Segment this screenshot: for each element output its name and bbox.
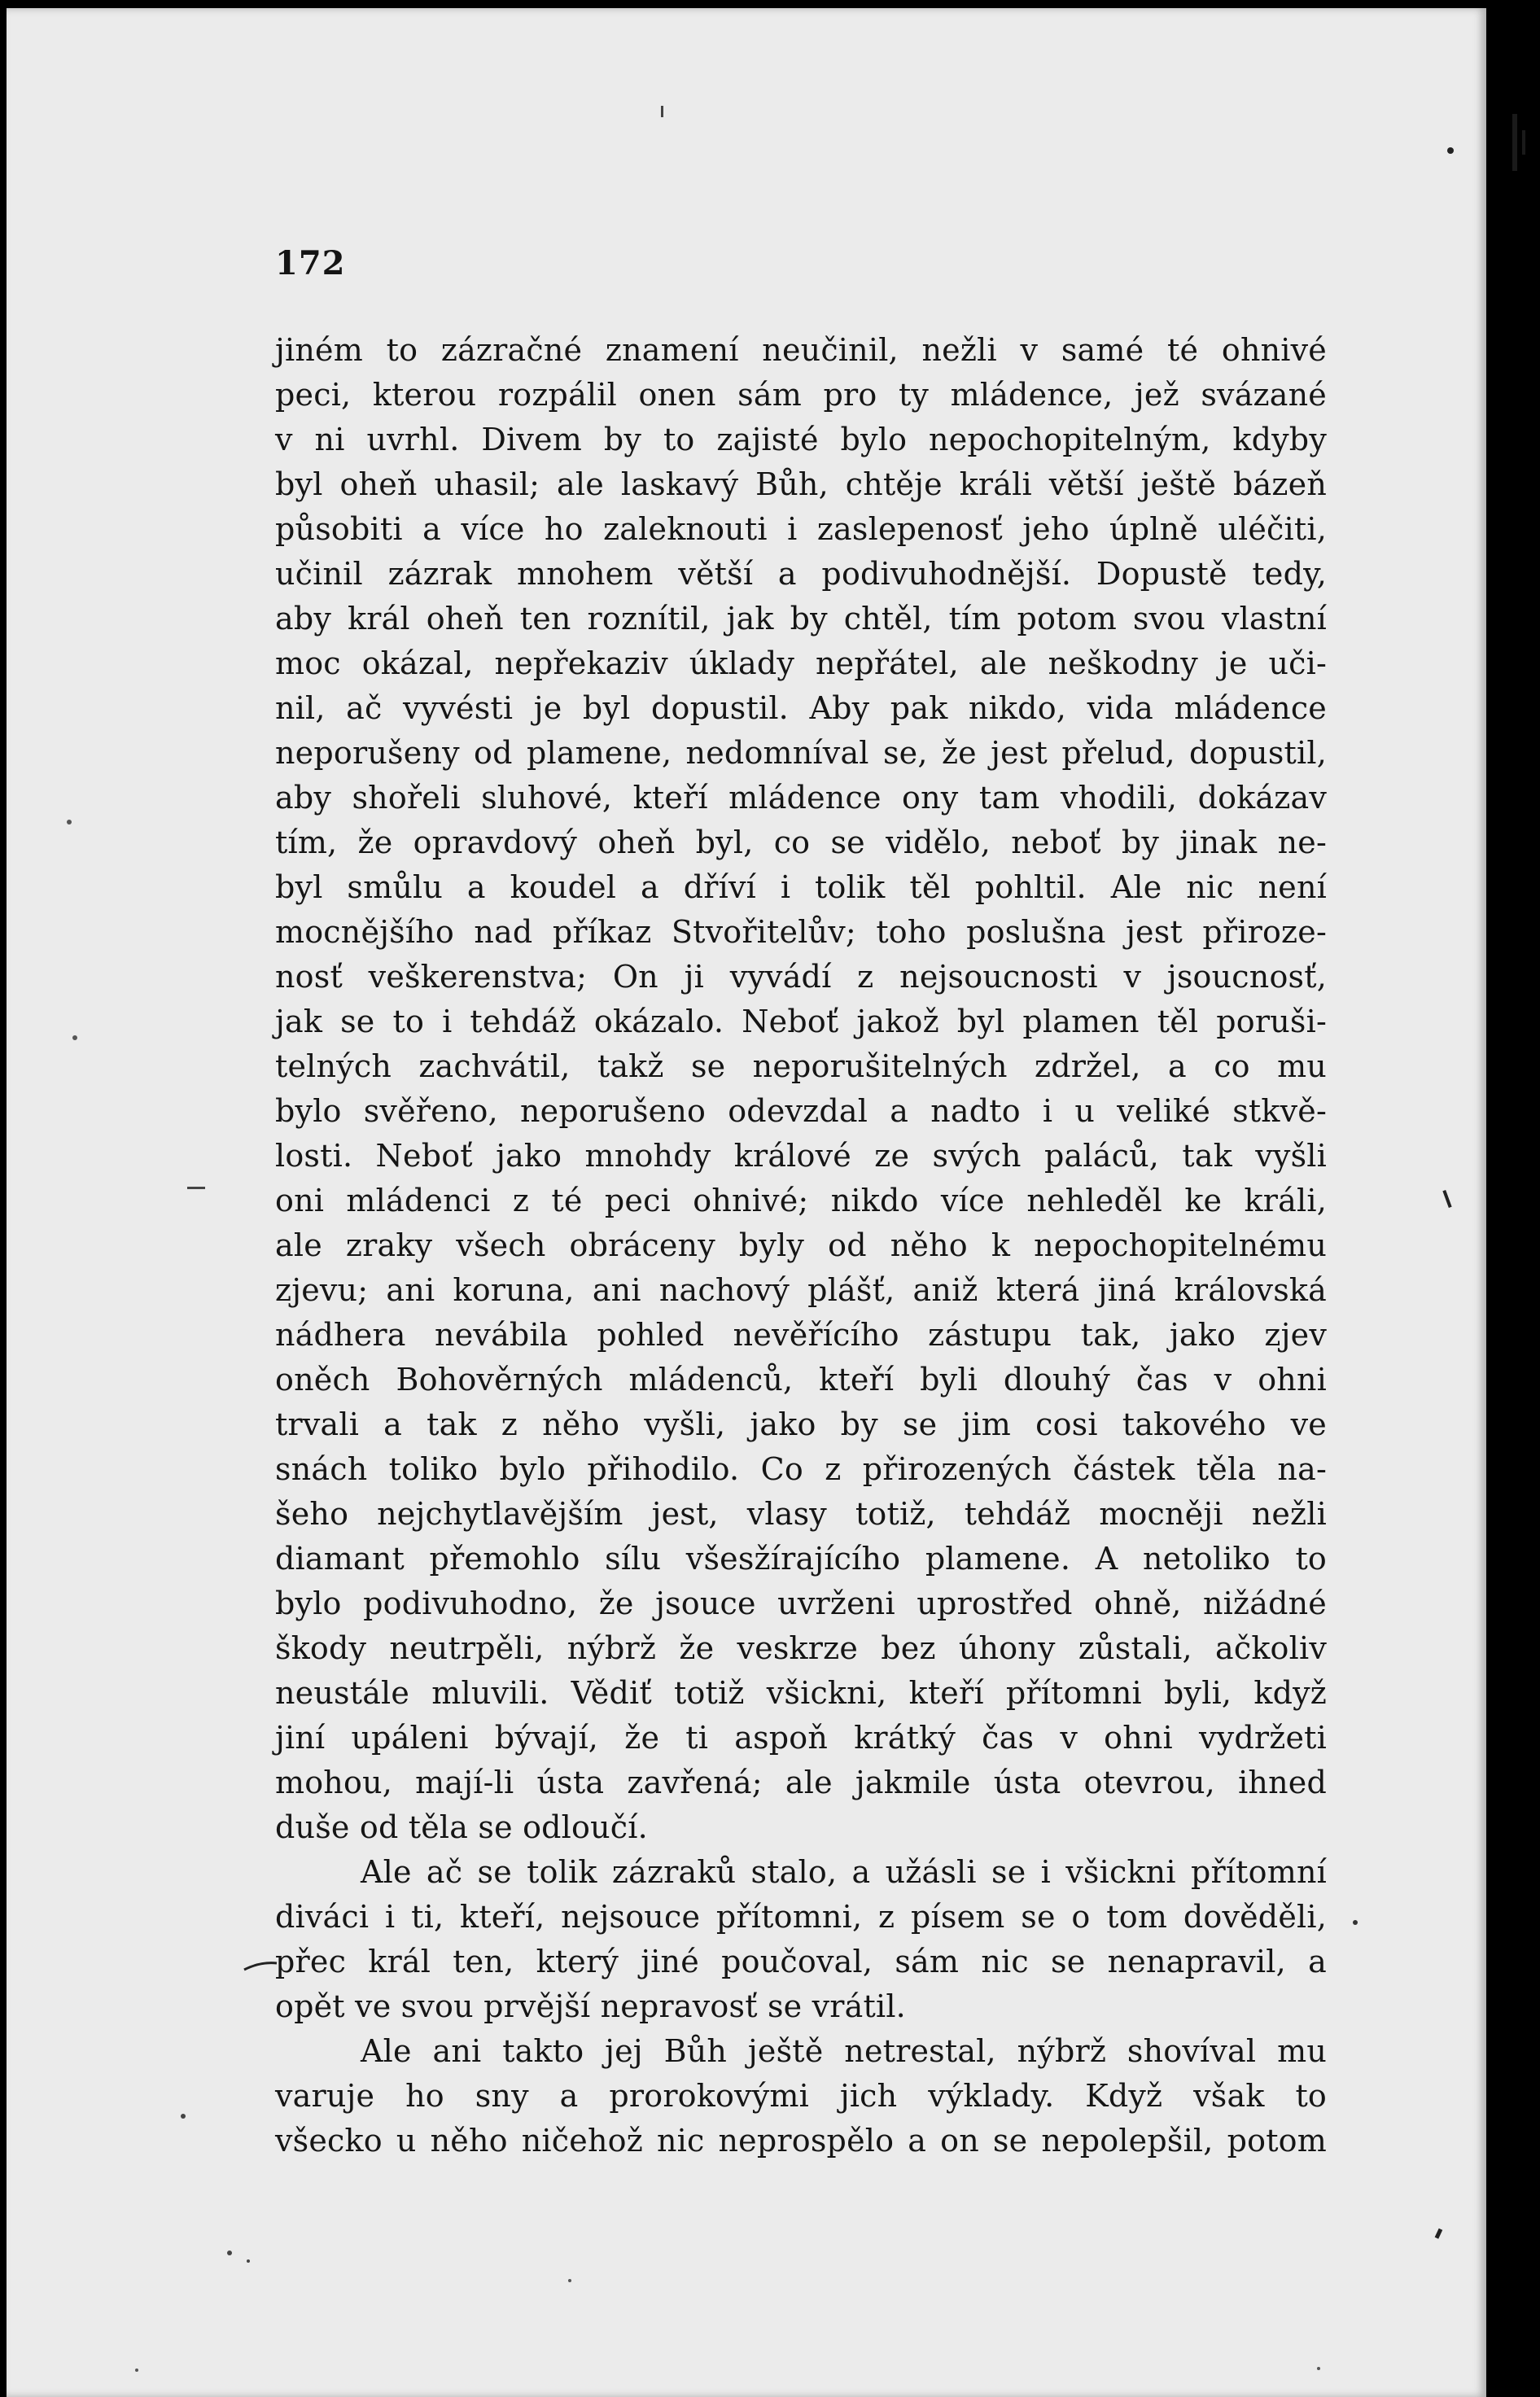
text-line: neporušeny od plamene, nedomníval se, že jest přelud, dopustil, [275, 735, 1327, 771]
text-line: v ni uvrhl. Divem by to zajisté bylo nepochopitelným, kdyby [275, 422, 1327, 457]
text-line: mocnějšího nad příkaz Stvořitelův; toho poslušna jest přiroze- [275, 914, 1327, 950]
text-line: jiní upáleni bývají, že ti aspoň krátký čas v ohni vydržeti [275, 1720, 1327, 1756]
book-page [7, 8, 1486, 2397]
text-line: byl smůlu a koudel a dříví i tolik těl pohltil. Ale nic není [275, 869, 1327, 905]
text-line: opět ve svou prvější nepravosť se vrátil. [275, 1988, 906, 2024]
text-line: zjevu; ani koruna, ani nachový plášť, aniž která jiná královská [275, 1272, 1327, 1308]
text-line: nosť veškerenstva; On ji vyvádí z nejsoucnosti v jsoucnosť, [275, 959, 1327, 995]
text-line: Ale ani takto jej Bůh ještě netrestal, nýbrž shovíval mu [361, 2033, 1327, 2069]
text-line: všecko u něho ničehož nic neprospělo a on se nepolepšil, potom [275, 2123, 1327, 2159]
text-line: ale zraky všech obráceny byly od něho k nepochopitelnému [275, 1227, 1327, 1263]
text-line: telných zachvátil, takž se neporušitelných zdržel, a co mu [275, 1048, 1327, 1084]
text-line: jiném to zázračné znamení neučinil, nežli v samé té ohnivé [275, 332, 1327, 368]
text-line: snách toliko bylo přihodilo. Co z přirozených částek těla na- [275, 1451, 1327, 1487]
text-line: aby král oheň ten roznítil, jak by chtěl, tím potom svou vlastní [275, 601, 1327, 636]
page-number: 172 [275, 244, 346, 282]
text-line: nádhera nevábila pohled nevěřícího zástupu tak, jako zjev [275, 1317, 1327, 1353]
body-text [275, 328, 1327, 2163]
text-line: duše od těla se odloučí. [275, 1809, 648, 1845]
text-line: bylo podivuhodno, že jsouce uvrženi uprostřed ohně, nižádné [275, 1586, 1327, 1621]
text-line: nil, ač vyvésti je byl dopustil. Aby pak nikdo, vida mládence [275, 690, 1327, 726]
text-line: aby shořeli sluhové, kteří mládence ony tam vhodili, dokázav [275, 780, 1327, 816]
text-line: mohou, mají-li ústa zavřená; ale jakmile ústa otevrou, ihned [275, 1765, 1327, 1800]
text-line: diváci i ti, kteří, nejsouce přítomni, z písem se o tom dověděli, [275, 1899, 1327, 1935]
text-line: oni mládenci z té peci ohnivé; nikdo více nehleděl ke králi, [275, 1183, 1327, 1218]
text-line: působiti a více ho zaleknouti i zaslepenosť jeho úplně uléčiti, [275, 511, 1327, 547]
text-line: diamant přemohlo sílu všesžírajícího plamene. A netoliko to [275, 1541, 1327, 1577]
text-line: neustále mluvili. Vědiť totiž všickni, kteří přítomni byli, když [275, 1675, 1327, 1711]
text-line: škody neutrpěli, nýbrž že veskrze bez úhony zůstali, ačkoliv [275, 1630, 1327, 1666]
text-line: jak se to i tehdáž okázalo. Neboť jakož byl plamen těl poruši- [275, 1004, 1327, 1039]
text-line: tím, že opravdový oheň byl, co se vidělo, neboť by jinak ne- [275, 825, 1327, 860]
text-line: trvali a tak z něho vyšli, jako by se jim cosi takového ve [275, 1406, 1327, 1442]
text-line: učinil zázrak mnohem větší a podivuhodnější. Dopustě tedy, [275, 556, 1327, 592]
text-line: byl oheň uhasil; ale laskavý Bůh, chtěje králi větší ještě bázeň [275, 466, 1327, 502]
text-line: varuje ho sny a prorokovými jich výklady. Když však to [275, 2078, 1327, 2114]
text-line: oněch Bohověrných mládenců, kteří byli dlouhý čas v ohni [275, 1362, 1327, 1398]
text-line: Ale ač se tolik zázraků stalo, a užásli se i všickni přítomní [361, 1854, 1327, 1890]
text-line: šeho nejchytlavějším jest, vlasy totiž, tehdáž mocněji nežli [275, 1496, 1327, 1532]
text-line: losti. Neboť jako mnohdy králové ze svých paláců, tak vyšli [275, 1138, 1327, 1174]
text-line: peci, kterou rozpálil onen sám pro ty mládence, jež svázané [275, 377, 1327, 413]
text-line: přec král ten, který jiné poučoval, sám nic se nenapravil, a [275, 1944, 1327, 1979]
text-line: moc okázal, nepřekaziv úklady nepřátel, ale neškodny je uči- [275, 645, 1327, 681]
text-line: bylo svěřeno, neporušeno odevzdal a nadto i u veliké stkvě- [275, 1093, 1327, 1129]
